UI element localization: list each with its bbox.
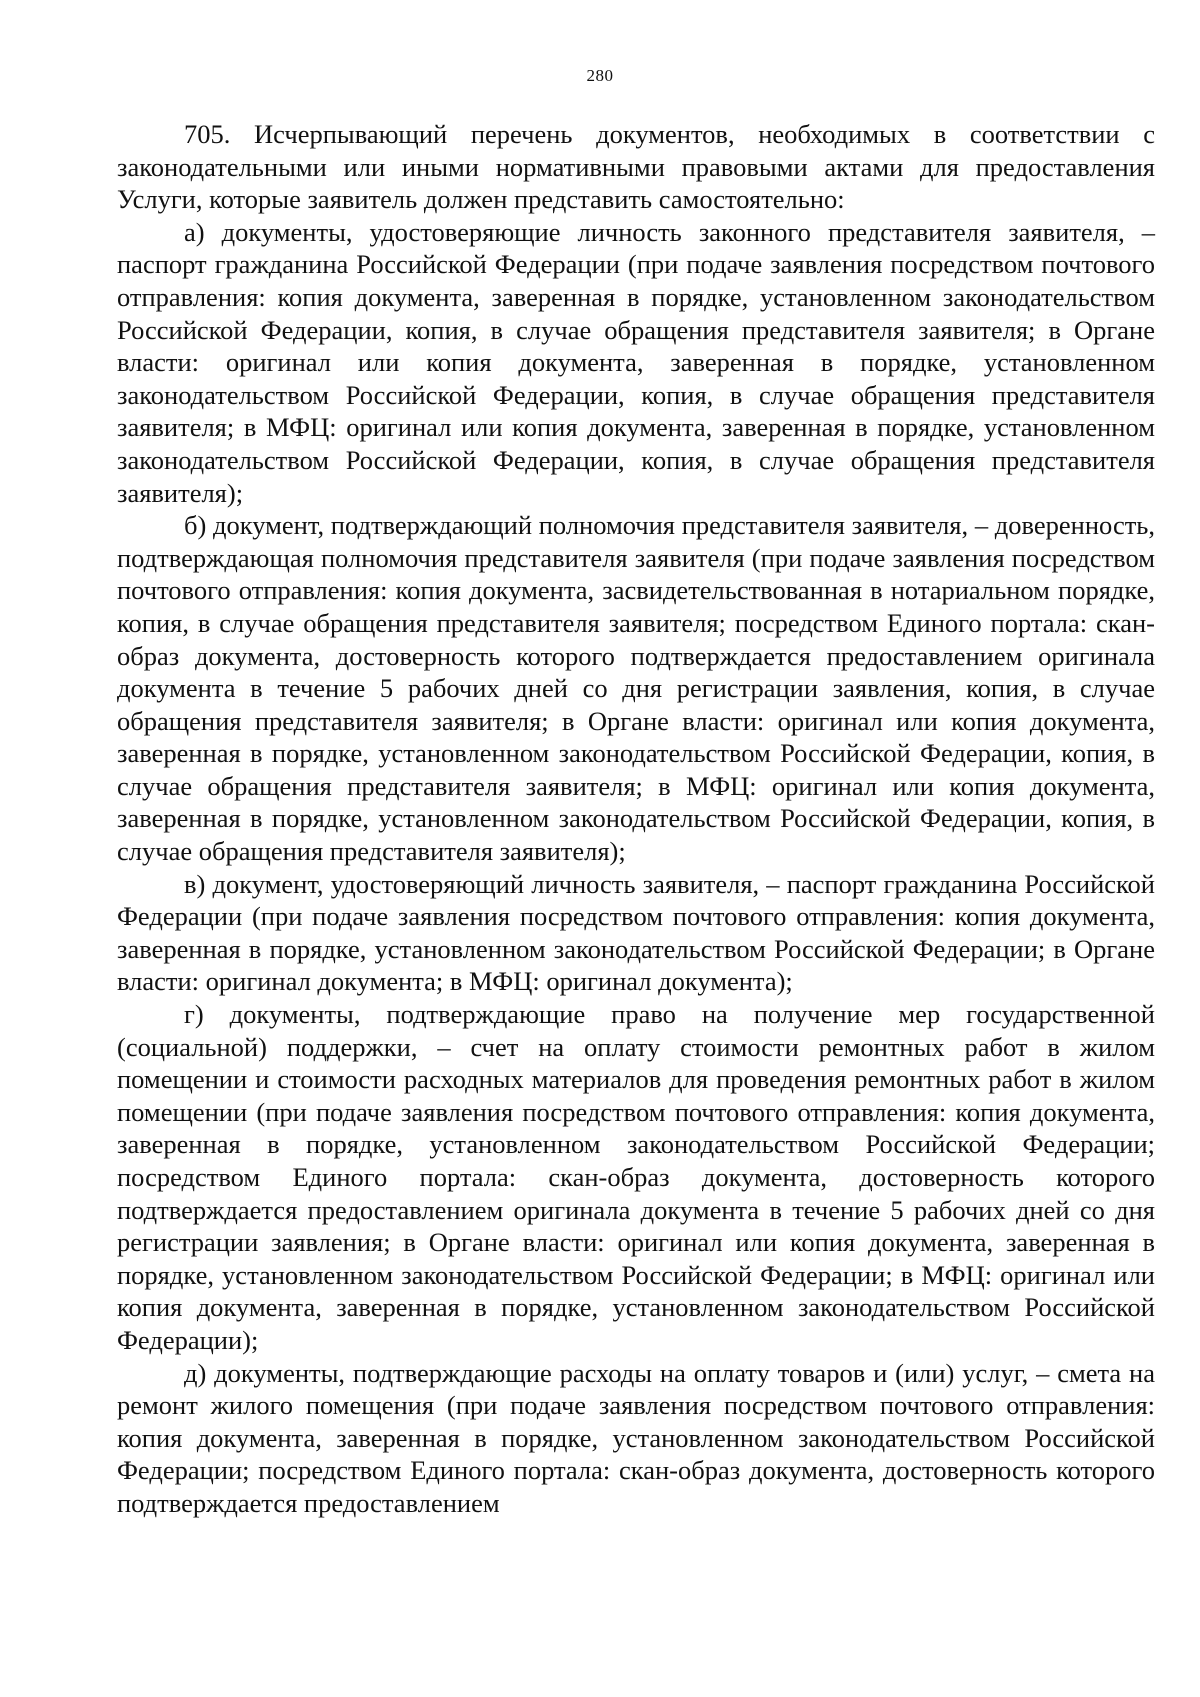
paragraph-705-intro: 705. Исчерпывающий перечень документов, необходимых в соответствии с законодательными или иными нормативными правовыми актами для предоставления Услуги, которые заявитель должен представить самостоятельно: bbox=[117, 119, 1155, 215]
paragraph-item-b: б) документ, подтверждающий полномочия представителя заявителя, – доверенность, подтверждающая полномочия представителя заявителя (при подаче заявления посредством почтового отправления: копия документа, засвидетельствованная в нотариальном порядке, копия, в случае обращения представителя заявителя; посредством Единого портала: скан-образ документа, достоверность которого подтверждается предоставлением оригинала документа в течение 5 рабочих дней со дня регистрации заявления, копия, в случае обращения представителя заявителя; в Органе власти: оригинал или копия документа, заверенная в порядке, установленном законодательством Российской Федерации, копия, в случае обращения представителя заявителя; в МФЦ: оригинал или копия документа, заверенная в порядке, установленном законодательством Российской Федерации, копия, в случае обращения представителя заявителя); bbox=[117, 510, 1155, 867]
document-body bbox=[117, 118, 1155, 1520]
page-number: 280 bbox=[586, 66, 614, 85]
paragraph-item-v: в) документ, удостоверяющий личность заявителя, – паспорт гражданина Российской Федерации (при подаче заявления посредством почтового отправления: копия документа, заверенная в порядке, установленном законодательством Российской Федерации; в Органе власти: оригинал документа; в МФЦ: оригинал документа); bbox=[117, 868, 1155, 997]
paragraph-item-g: г) документы, подтверждающие право на получение мер государственной (социальной) поддержки, – счет на оплату стоимости ремонтных работ в жилом помещении и стоимости расходных материалов для проведения ремонтных работ в жилом помещении (при подаче заявления посредством почтового отправления: копия документа, заверенная в порядке, установленном законодательством Российской Федерации; посредством Единого портала: скан-образ документа, достоверность которого подтверждается предоставлением оригинала документа в течение 5 рабочих дней со дня регистрации заявления; в Органе власти: оригинал или копия документа, заверенная в порядке, установленном законодательством Российской Федерации; в МФЦ: оригинал или копия документа, заверенная в порядке, установленном законодательством Российской Федерации); bbox=[117, 999, 1155, 1355]
paragraph-item-d: д) документы, подтверждающие расходы на оплату товаров и (или) услуг, – смета на ремонт жилого помещения (при подаче заявления посредством почтового отправления: копия документа, заверенная в порядке, установленном законодательством Российской Федерации; посредством Единого портала: скан-образ документа, достоверность которого подтверждается предоставлением bbox=[117, 1357, 1155, 1518]
paragraph-item-a: а) документы, удостоверяющие личность законного представителя заявителя, – паспорт гражданина Российской Федерации (при подаче заявления посредством почтового отправления: копия документа, заверенная в порядке, установленном законодательством Российской Федерации, копия, в случае обращения представителя заявителя; в Органе власти: оригинал или копия документа, заверенная в порядке, установленном законодательством Российской Федерации, копия, в случае обращения представителя заявителя; в МФЦ: оригинал или копия документа, заверенная в порядке, установленном законодательством Российской Федерации, копия, в случае обращения представителя заявителя); bbox=[117, 216, 1155, 508]
